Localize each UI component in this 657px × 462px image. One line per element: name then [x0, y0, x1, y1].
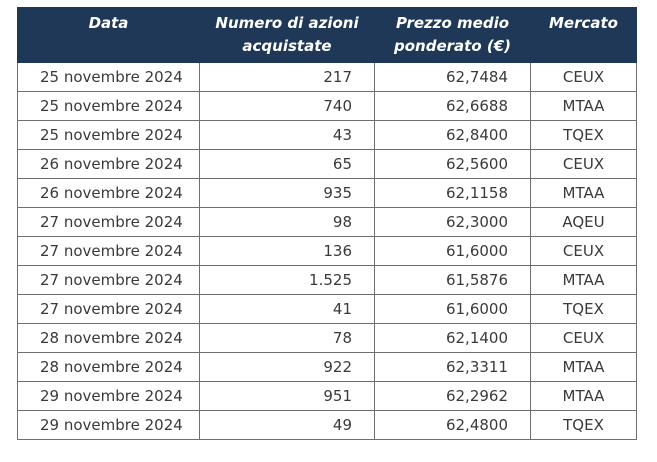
cell-market: TQEX — [531, 411, 637, 440]
header-weighted-average-price: Prezzo medio ponderato (€) — [375, 8, 531, 63]
table-row — [18, 295, 637, 324]
cell-market: MTAA — [531, 92, 637, 121]
cell-date: 28 novembre 2024 — [18, 324, 200, 353]
cell-price: 62,2962 — [375, 382, 531, 411]
table-body — [18, 63, 637, 440]
cell-price: 62,1400 — [375, 324, 531, 353]
table-header — [18, 8, 637, 63]
cell-market: AQEU — [531, 208, 637, 237]
cell-price: 62,3311 — [375, 353, 531, 382]
table-row — [18, 63, 637, 92]
share-purchases-table — [17, 7, 637, 440]
cell-market: MTAA — [531, 179, 637, 208]
cell-market: MTAA — [531, 266, 637, 295]
cell-price: 61,6000 — [375, 295, 531, 324]
cell-price: 62,6688 — [375, 92, 531, 121]
cell-date: 27 novembre 2024 — [18, 237, 200, 266]
cell-shares: 217 — [200, 63, 375, 92]
cell-shares: 922 — [200, 353, 375, 382]
share-purchases-table-container — [17, 7, 636, 440]
cell-date: 26 novembre 2024 — [18, 150, 200, 179]
table-row — [18, 237, 637, 266]
table-row — [18, 382, 637, 411]
table-row — [18, 324, 637, 353]
cell-date: 25 novembre 2024 — [18, 121, 200, 150]
cell-market: CEUX — [531, 324, 637, 353]
cell-shares: 43 — [200, 121, 375, 150]
cell-price: 62,8400 — [375, 121, 531, 150]
cell-date: 29 novembre 2024 — [18, 382, 200, 411]
header-date: Data — [18, 8, 200, 63]
cell-price: 61,6000 — [375, 237, 531, 266]
cell-date: 28 novembre 2024 — [18, 353, 200, 382]
cell-price: 62,1158 — [375, 179, 531, 208]
table-row — [18, 208, 637, 237]
cell-shares: 78 — [200, 324, 375, 353]
cell-shares: 1.525 — [200, 266, 375, 295]
cell-market: CEUX — [531, 150, 637, 179]
cell-market: MTAA — [531, 382, 637, 411]
header-row — [18, 8, 637, 63]
header-shares-purchased: Numero di azioni acquistate — [200, 8, 375, 63]
table-row — [18, 92, 637, 121]
cell-market: CEUX — [531, 237, 637, 266]
cell-market: TQEX — [531, 295, 637, 324]
cell-price: 61,5876 — [375, 266, 531, 295]
cell-shares: 41 — [200, 295, 375, 324]
cell-date: 25 novembre 2024 — [18, 63, 200, 92]
header-market: Mercato — [531, 8, 637, 63]
cell-shares: 136 — [200, 237, 375, 266]
cell-market: CEUX — [531, 63, 637, 92]
cell-shares: 98 — [200, 208, 375, 237]
cell-date: 26 novembre 2024 — [18, 179, 200, 208]
cell-shares: 65 — [200, 150, 375, 179]
cell-date: 25 novembre 2024 — [18, 92, 200, 121]
table-row — [18, 266, 637, 295]
cell-date: 27 novembre 2024 — [18, 295, 200, 324]
cell-shares: 935 — [200, 179, 375, 208]
cell-market: MTAA — [531, 353, 637, 382]
cell-date: 29 novembre 2024 — [18, 411, 200, 440]
table-row — [18, 121, 637, 150]
table-row — [18, 179, 637, 208]
cell-shares: 740 — [200, 92, 375, 121]
cell-date: 27 novembre 2024 — [18, 208, 200, 237]
table-row — [18, 411, 637, 440]
cell-shares: 951 — [200, 382, 375, 411]
cell-price: 62,4800 — [375, 411, 531, 440]
cell-price: 62,5600 — [375, 150, 531, 179]
table-row — [18, 353, 637, 382]
cell-price: 62,7484 — [375, 63, 531, 92]
cell-shares: 49 — [200, 411, 375, 440]
cell-price: 62,3000 — [375, 208, 531, 237]
cell-date: 27 novembre 2024 — [18, 266, 200, 295]
cell-market: TQEX — [531, 121, 637, 150]
table-row — [18, 150, 637, 179]
